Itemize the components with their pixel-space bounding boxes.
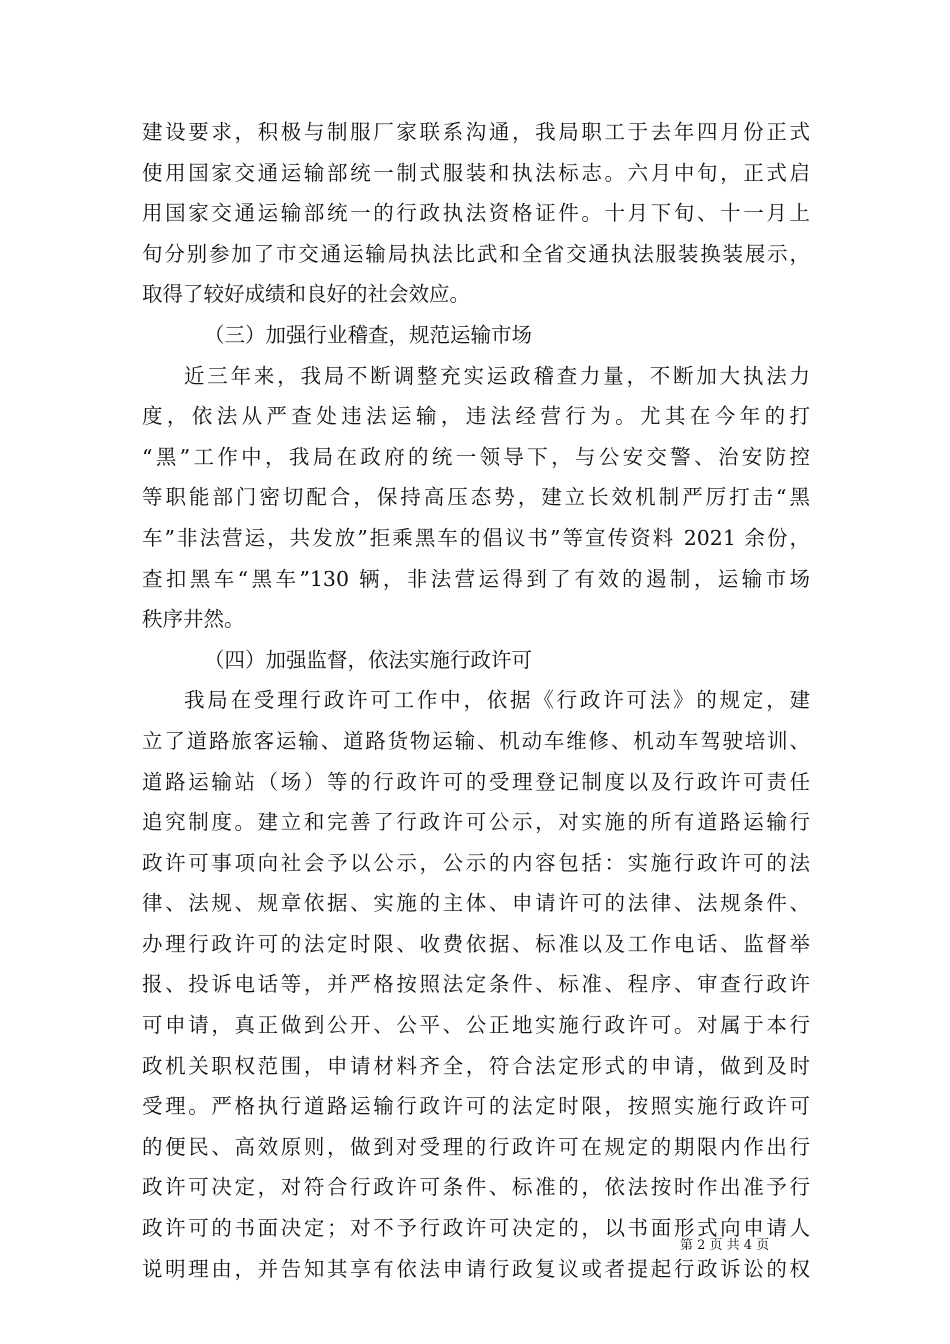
body-line: 立了道路旅客运输、道路货物运输、机动车维修、机动车驾驶培训、	[142, 728, 810, 753]
body-line: 政许可事项向社会予以公示，公示的内容包括：实施行政许可的法	[142, 850, 810, 875]
body-line: 建设要求，积极与制服厂家联系沟通，我局职工于去年四月份正式	[142, 120, 810, 144]
body-line: 度，依法从严查处违法运输，违法经营行为。尤其在今年的打	[142, 404, 810, 429]
body-line: 可申请，真正做到公开、公平、公正地实施行政许可。对属于本行	[142, 1013, 810, 1038]
body-line: 用国家交通运输部统一的行政执法资格证件。十月下旬、十一月上	[142, 201, 810, 226]
body-line: 政许可决定，对符合行政许可条件、标准的，依法按时作出准予行	[142, 1175, 810, 1200]
body-line: 车”非法营运，共发放”拒乘黑车的倡议书”等宣传资料 2021 余份，	[142, 525, 810, 550]
body-line: “黑”工作中，我局在政府的统一领导下，与公安交警、治安防控	[142, 444, 810, 469]
page-number-footer: 第 2 页 共 4 页	[680, 1238, 770, 1253]
body-line: 道路运输站（场）等的行政许可的受理登记制度以及行政许可责任	[142, 769, 810, 794]
body-line: 近三年来，我局不断调整充实运政稽查力量，不断加大执法力	[184, 363, 810, 388]
body-line: 等职能部门密切配合，保持高压态势，建立长效机制严厉打击“黑	[142, 485, 810, 510]
body-line: 政机关职权范围，申请材料齐全，符合法定形式的申请，做到及时	[142, 1053, 810, 1078]
body-line: 我局在受理行政许可工作中，依据《行政许可法》的规定，建	[184, 688, 810, 713]
body-line: 政许可的书面决定；对不予行政许可决定的，以书面形式向申请人	[142, 1216, 810, 1241]
body-line: 查扣黑车“黑车”130 辆，非法营运得到了有效的遏制，运输市场	[142, 566, 810, 591]
section-heading-4: （四）加强监督，依法实施行政许可	[204, 647, 532, 672]
body-line: 取得了较好成绩和良好的社会效应。	[142, 282, 470, 307]
body-line: 秩序井然。	[142, 607, 245, 632]
body-line: 报、投诉电话等，并严格按照法定条件、标准、程序、审查行政许	[142, 972, 810, 997]
body-line: 使用国家交通运输部统一制式服装和执法标志。六月中旬，正式启	[142, 160, 810, 185]
body-line: 办理行政许可的法定时限、收费依据、标准以及工作电话、监督举	[142, 931, 810, 956]
body-line: 旬分别参加了市交通运输局执法比武和全省交通执法服装换装展示，	[142, 241, 810, 266]
body-line: 律、法规、规章依据、实施的主体、申请许可的法律、法规条件、	[142, 891, 810, 916]
body-line: 的便民、高效原则，做到对受理的行政许可在规定的期限内作出行	[142, 1134, 810, 1159]
body-line: 追究制度。建立和完善了行政许可公示，对实施的所有道路运输行	[142, 810, 810, 835]
document-body	[142, 112, 810, 1289]
body-line: 说明理由，并告知其享有依法申请行政复议或者提起行政诉讼的权	[142, 1256, 810, 1281]
body-line: 受理。严格执行道路运输行政许可的法定时限，按照实施行政许可	[142, 1094, 810, 1119]
section-heading-3: （三）加强行业稽查，规范运输市场	[204, 322, 532, 347]
